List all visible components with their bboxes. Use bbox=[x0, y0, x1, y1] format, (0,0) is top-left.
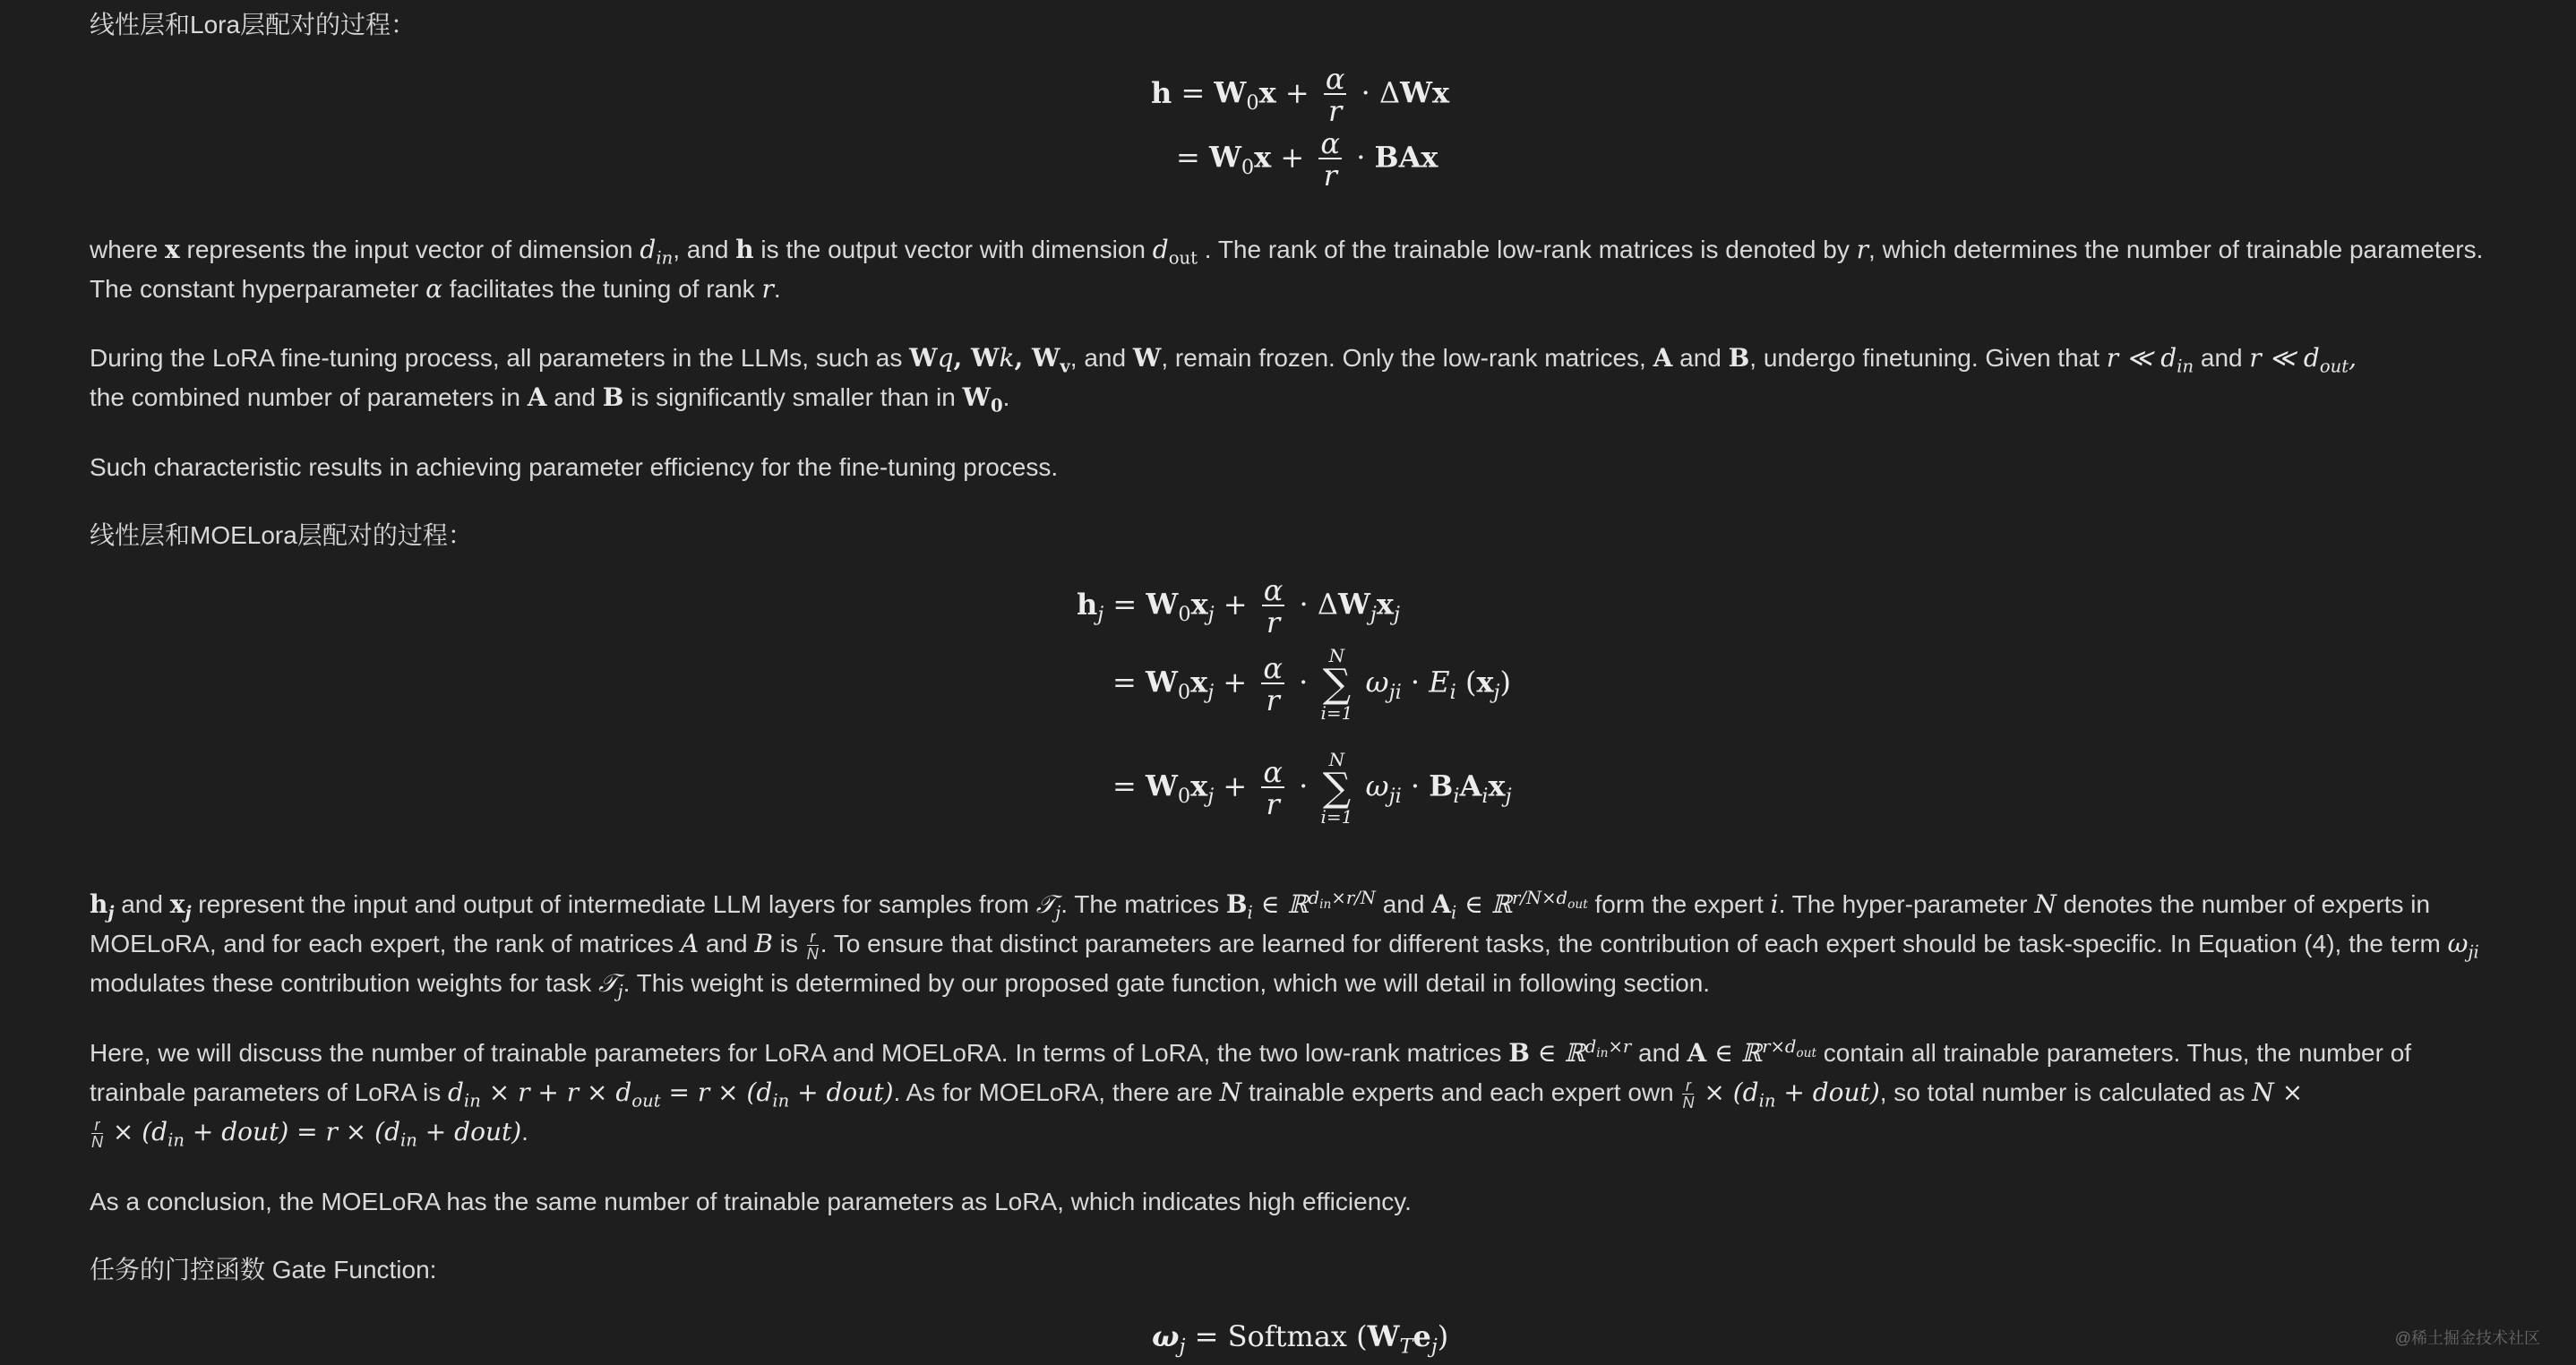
equation-lora-line2: = $W_0x$ + $\frac{\alpha}{r}$ · BAx bbox=[1176, 126, 1438, 193]
paragraph-efficiency: Such characteristic results in achieving parameter efficiency for the fine-tuning process. bbox=[90, 453, 1059, 481]
equation-gate: $\omega_j$ = Softmax $(W_Te_j)$ bbox=[1152, 1319, 1449, 1359]
equation-lora-line1: $h = W_0x$ + $\frac{\alpha}{r}$ · ΔWx bbox=[1151, 62, 1450, 128]
heading-moelora: 线性层和MOELora层配对的过程： bbox=[90, 521, 473, 549]
equation-moelora-line1: $h_j = W_0x_j$ + $\frac{\alpha}{r}$ · $\Delta W_jx_j$ bbox=[1077, 573, 1400, 640]
heading-gate-function: 任务的门控函数 Gate Function: bbox=[90, 1256, 437, 1283]
paragraph-lora-finetuning: During the LoRA fine-tuning process, all parameters in the LLMs, such as Wq, Wk, $W_v$, and W, remain frozen. Only the low-rank matrices, A and B, undergo finetuning. Given that r ≪ $d_{in}$ and r ≪ $d_{out}$, the combined number of parameters in A and B is significantly smaller than in $W_0$. bbox=[90, 343, 2357, 416]
watermark: @稀土掘金技术社区 bbox=[2394, 1329, 2540, 1347]
paragraph-lora-definition: where x represents the input vector of dimension $d_{in}$, and h is the output vector with dimension $d_{out}$ . The rank of the trainable low-rank matrices is denoted by r, which determines the number of trainable parameters. The constant hyperparameter α facilitates the tuning of rank r. bbox=[90, 235, 2484, 304]
paragraph-conclusion: As a conclusion, the MOELoRA has the same number of trainable parameters as LoRA, which indicates high efficiency. bbox=[90, 1188, 1412, 1215]
equation-moelora-line3: = $W_0x_j$ + $\frac{\alpha}{r}$ · N ∑ i=1 $\omega_{ji} \cdot B_iA_ix_j$ bbox=[1112, 749, 1512, 828]
paragraph-moelora-definition: $h_j$ and $x_j$ represent the input and output of intermediate LLM layers for samples from 𝒯$_j$. The matrices $B_i$ ∈ ℝ$^{d_{in}\times r/N}$ and $A_i$ ∈ ℝ$^{r/N\times d_{out}}$ form the expert i. The hyper-parameter N denotes the number of experts in MOELoRA, and for each expert, the rank of matrices A and B is $\frac{r}{N}$ . To ensure that distinct parameters are learned for different tasks, the contribution of each expert should be task-specific. In Equation (4), the term $\omega_{ji}$ modulates these contribution weights for task 𝒯$_j$. This weight is determined by our proposed gate function, which we will detail in following section. bbox=[90, 887, 2479, 1002]
heading-lora: 线性层和Lora层配对的过程： bbox=[90, 11, 416, 39]
paragraph-parameter-count: Here, we will discuss the number of trainable parameters for LoRA and MOELoRA. In terms of LoRA, the two low-rank matrices B ∈ ℝ$^{d_{in}\times r}$ and A ∈ ℝ$^{r\times d_{out}}$ contain all trainable parameters. Thus, the number of trainbale parameters of LoRA is $d_{in} \times r + r \times d_{out} = r \times (d_{in}$ + dout). As for MOELoRA, there are N trainable experts and each expert own $\frac{r}{N}$ × ($d_{in}$ + dout), so total number is calculated as N × $\frac{r}{N}$ × ($d_{in}$ + dout) = $r \times (d_{in}$ + dout). bbox=[90, 1035, 2412, 1152]
equation-moelora-line2: = $W_0x_j$ + $\frac{\alpha}{r}$ · N ∑ i=1 $\omega_{ji} \cdot E_i$ $(x_j)$ bbox=[1112, 645, 1511, 724]
